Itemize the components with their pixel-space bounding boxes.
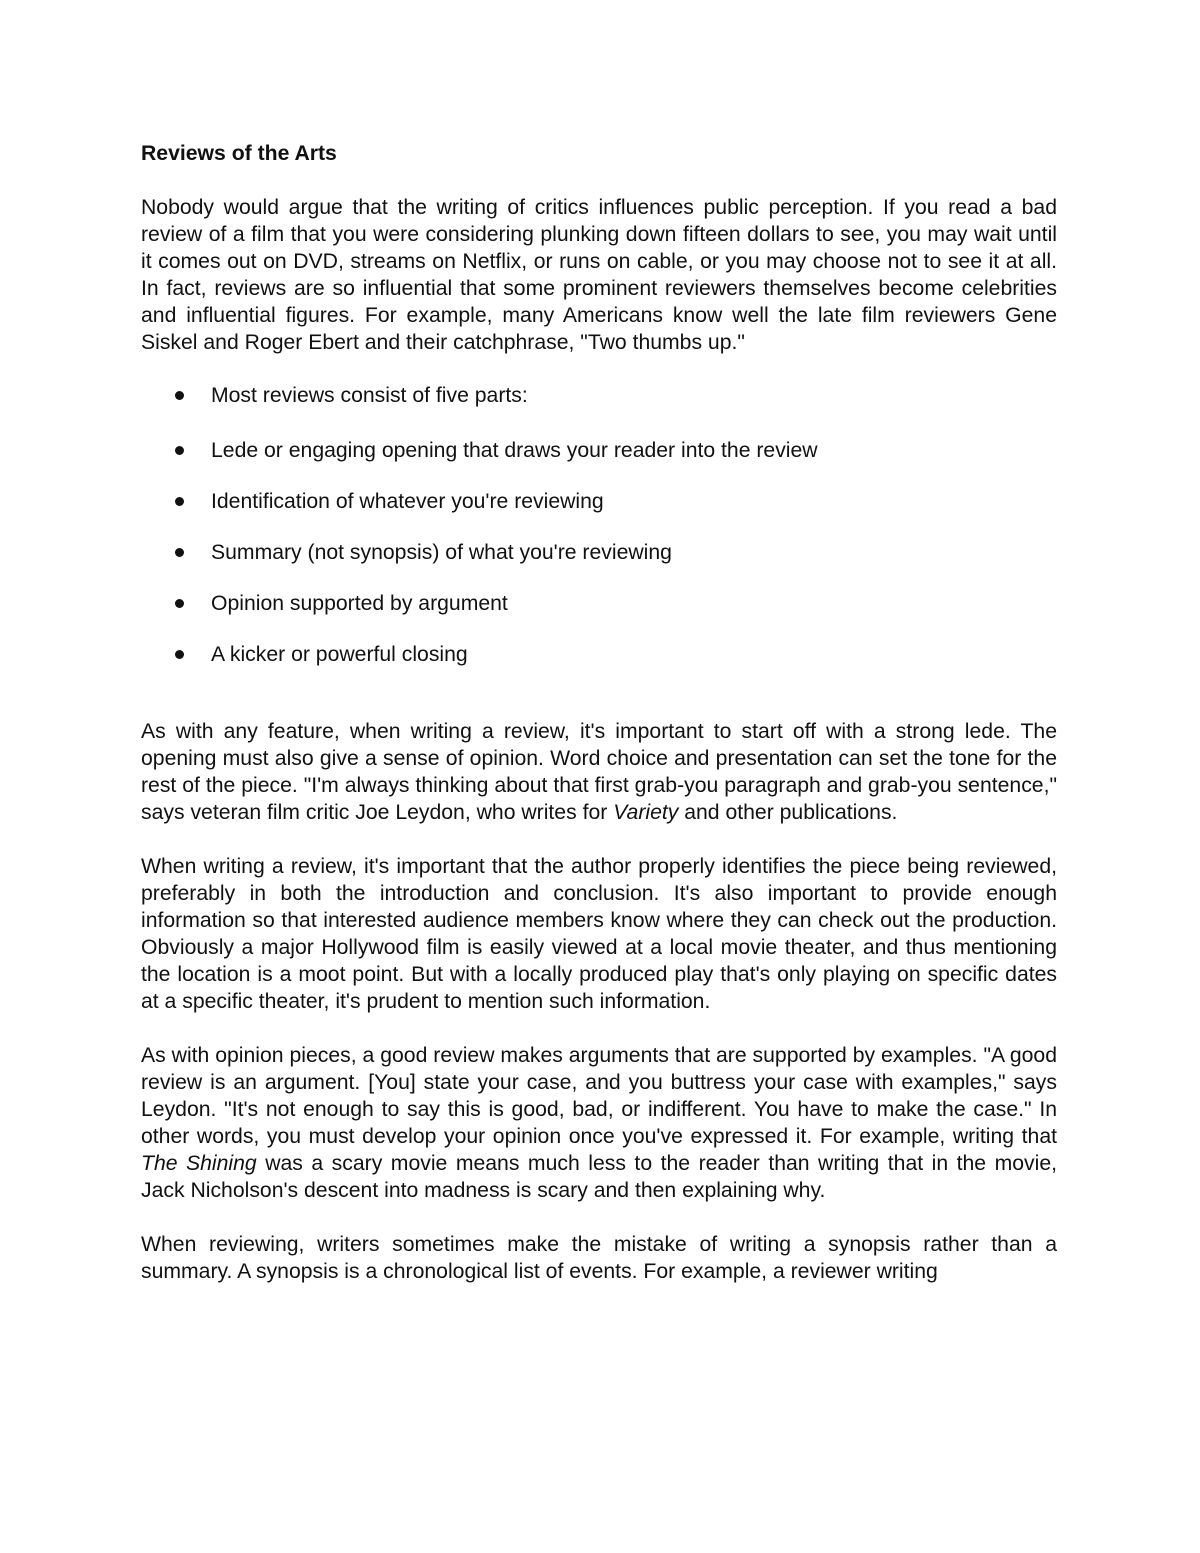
bullet-icon: [175, 548, 184, 557]
bullet-icon: [175, 599, 184, 608]
list-item-text: Identification of whatever you're reviewing: [211, 490, 604, 513]
list-item: [141, 539, 1057, 566]
list-item: [141, 488, 1057, 515]
body-section: [141, 718, 1057, 1285]
bullet-icon: [175, 391, 184, 400]
list-item-text: A kicker or powerful closing: [211, 643, 468, 666]
identification-paragraph: When writing a review, it's important that the author properly identifies the piece being reviewed, preferably in both the introduction and conclusion. It's also important to provide enough information so that interested audience members know where they can check out the production. Obviously a major Hollywood film is easily viewed at a local movie theater, and thus mentioning the location is a moot point. But with a locally produced play that's only playing on specific dates at a specific theater, it's prudent to mention such information.: [141, 855, 1057, 1013]
argument-paragraph: [141, 1042, 1057, 1204]
publication-title: Variety: [613, 801, 679, 824]
list-item: [141, 382, 1057, 409]
synopsis-paragraph: When reviewing, writers sometimes make the mistake of writing a synopsis rather than a summary. A synopsis is a chronological list of events. For example, a reviewer writing: [141, 1233, 1057, 1283]
bullet-icon: [175, 497, 184, 506]
list-item-text: Lede or engaging opening that draws your reader into the review: [211, 439, 818, 462]
list-item-text: Opinion supported by argument: [211, 592, 508, 615]
list-item-text: Most reviews consist of five parts:: [211, 384, 528, 407]
page-title: Reviews of the Arts: [141, 142, 337, 165]
lede-text: As with any feature, when writing a review, it's important to start off with a strong lede. The opening must also give a sense of opinion. Word choice and presentation can set the tone for the rest of the piece. "I'm always thinking about that first grab-you paragraph and grab-you sentence," says veteran film critic Joe Leydon, who writes for: [141, 720, 1057, 824]
document-page: [141, 140, 1057, 1285]
list-item: [141, 641, 1057, 668]
list-item: [141, 590, 1057, 617]
list-item: [141, 437, 1057, 464]
intro-paragraph: Nobody would argue that the writing of critics influences public perception. If you read a bad review of a film that you were considering plunking down fifteen dollars to see, you may wait until it comes out on DVD, streams on Netflix, or runs on cable, or you may choose not to see it at all. In fact, reviews are so influential that some prominent reviewers themselves become celebrities and influential figures. For example, many Americans know well the late film reviewers Gene Siskel and Roger Ebert and their catchphrase, "Two thumbs up.": [141, 196, 1057, 354]
lede-text-end: and other publications.: [678, 801, 898, 824]
lede-paragraph: [141, 718, 1057, 826]
argument-text: As with opinion pieces, a good review makes arguments that are supported by examples. "A good review is an argument. [You] state your case, and you buttress your case with examples," says Leydon. "It's not enough to say this is good, bad, or indifferent. You have to make the case." In other words, you must develop your opinion once you've expressed it. For example, writing that: [141, 1044, 1057, 1148]
film-title: The Shining: [141, 1152, 257, 1175]
argument-text-end: was a scary movie means much less to the reader than writing that in the movie, Jack Nicholson's descent into madness is scary and then explaining why.: [141, 1152, 1057, 1202]
review-parts-list: [141, 382, 1057, 668]
bullet-icon: [175, 446, 184, 455]
bullet-icon: [175, 650, 184, 659]
list-item-text: Summary (not synopsis) of what you're reviewing: [211, 541, 672, 564]
